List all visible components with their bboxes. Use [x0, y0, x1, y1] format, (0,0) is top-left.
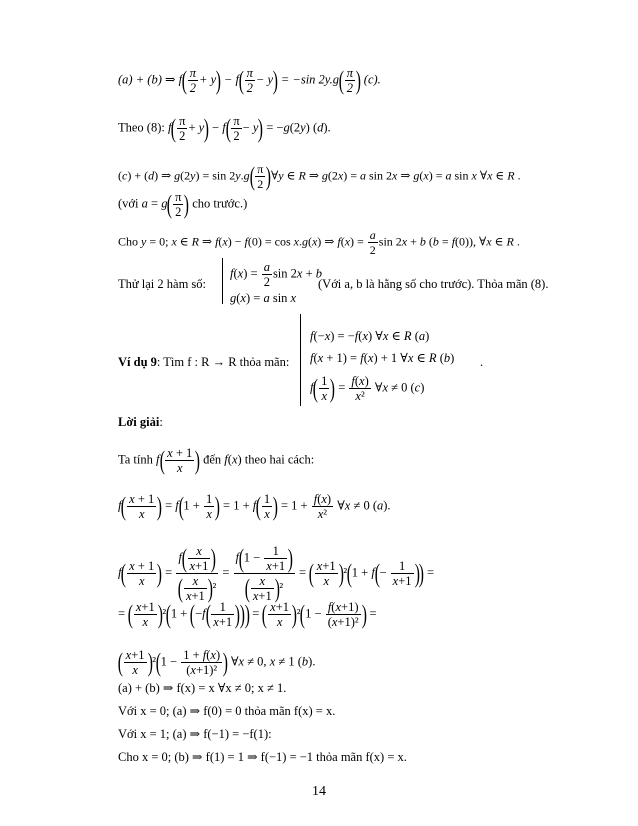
eq12-text: (a) + (b) ⇒ f(x) = x ∀x ≠ 0; x ≠ 1. — [118, 681, 287, 695]
equation-line-15 — [118, 749, 407, 765]
system-brace-2 — [300, 314, 301, 406]
equation-line-8: f( $\frac{x + 1}{x}$ ) = f(1 + $\frac{1}{x}$ ) = 1 + f( $\frac{1}{x}$ ) = 1 + $\frac{f(x)}{\text{x²}}$ ∀x ≠ 0 (a). — [118, 491, 391, 521]
note-a-def: (với a = g( $\frac{\pi}{2}$ ) cho trước.) — [118, 189, 248, 219]
system1-eq2: g(x) = a sin x — [230, 291, 297, 305]
verify-label — [118, 276, 206, 292]
solution-colon: : — [159, 415, 163, 429]
note-prefix: (với — [118, 196, 139, 211]
compute-mid: đến — [203, 452, 222, 467]
system2-eq1: f(−x) = −f(x) ∀x ∈ R (a) — [310, 329, 430, 343]
equation-line-10: = ( $\frac{x+1}{x}$ )²(1 + (−f( $\frac{1}{x+1}$ ))) = ( $\frac{x+1}{x}$ )²(1 − $\frac{f(x+1)}{\text{(x+1)²}}$ ) = — [118, 599, 377, 629]
example-text: : Tìm f : R → R thỏa mãn: — [156, 355, 290, 369]
compute-prefix: Ta tính — [118, 452, 153, 467]
compute-line: Ta tính f( $\frac{x + 1}{x}$ ) đến f(x) theo hai cách: — [118, 445, 315, 475]
example-9-heading — [118, 354, 289, 370]
equation-line-13 — [118, 703, 335, 719]
eq15-text: Cho x = 0; (b) ⇒ f(1) = 1 ⇒ f(−1) = −1 thỏa mãn f(x) = x. — [118, 750, 407, 764]
compute-suffix: theo hai cách: — [244, 452, 315, 467]
eq13-text: Với x = 0; (a) ⇒ f(0) = 0 thỏa mãn f(x) = x. — [118, 704, 336, 718]
theo-8-label: Theo (8): — [118, 120, 165, 135]
verify-suffix — [318, 276, 548, 292]
equation-line-3: (c) + (d) ⇒ g(2y) = sin 2y.g( $\frac{\pi}{2}$ )∀y ∈ R ⇒ g(2x) = a sin 2x ⇒ g(x) = a sin x ∀x ∈ R . — [118, 161, 521, 191]
equation-line-1: (a) + (b) ⇒ f( $\frac{\pi}{2}$ + y) − f( $\frac{\pi}{2}$ − y) = −sin 2y.g( $\frac{\pi}{2}$ ) (c). — [118, 65, 381, 95]
solution-heading — [118, 414, 163, 430]
verify-suffix-text: (Với a, b là hằng số cho trước). Thỏa mãn (8). — [318, 277, 549, 291]
equation-line-11: ( $\frac{x+1}{x}$ )²(1 − $\frac{1 + f(x)}{\text{(x+1)²}}$ ) ∀x ≠ 0, x ≠ 1 (b). — [117, 647, 316, 677]
equation-line-14 — [118, 726, 272, 742]
solution-label: Lời giải — [118, 415, 160, 429]
equation-line-9: f( $\frac{x + 1}{x}$ ) = f( $\frac{x}{x+1}$ ) ( $\frac{x}{x+1}$ )² = f(1 − $\frac{1}{x+1}$ ) ( $\frac{x}{x+1}$ )² = ( $\frac{x+1}{x}$ )²(1 + f(− $\frac{1}{x+1}$ )) = — [118, 543, 435, 603]
system1-eq1: f(x) = $\frac{a}{2}$ sin 2x + b — [230, 260, 323, 289]
equation-line-12 — [118, 680, 286, 696]
ex-end-text: . — [480, 355, 484, 369]
note-suffix: cho trước.) — [192, 196, 248, 211]
equation-line-2: Theo (8): f( $\frac{\pi}{2}$ + y) − f( $\frac{\pi}{2}$ − y) = −g(2y) (d). — [118, 113, 331, 143]
system2-eq3: f( $\frac{1}{x}$ ) = $\frac{f(x)}{\text{x²}}$ ∀x ≠ 0 (c) — [310, 373, 425, 403]
system2-eq2: f(x + 1) = f(x) + 1 ∀x ∈ R (b) — [310, 351, 455, 365]
eq14-text: Với x = 1; (a) ⇒ f(−1) = −f(1): — [118, 727, 272, 741]
system-brace-1 — [222, 258, 223, 304]
verify-prefix: Thử lại 2 hàm số: — [118, 277, 207, 291]
page-number: 14 — [312, 784, 326, 799]
equation-line-5: Cho y = 0; x ∈ R ⇒ f(x) − f(0) = cos x.g(x) ⇒ f(x) = $\frac{a}{2}$ sin 2x + b (b = f(0)), ∀x ∈ R . — [118, 228, 520, 257]
example-label: Ví dụ 9 — [118, 355, 157, 369]
example-end-dot — [480, 354, 483, 370]
